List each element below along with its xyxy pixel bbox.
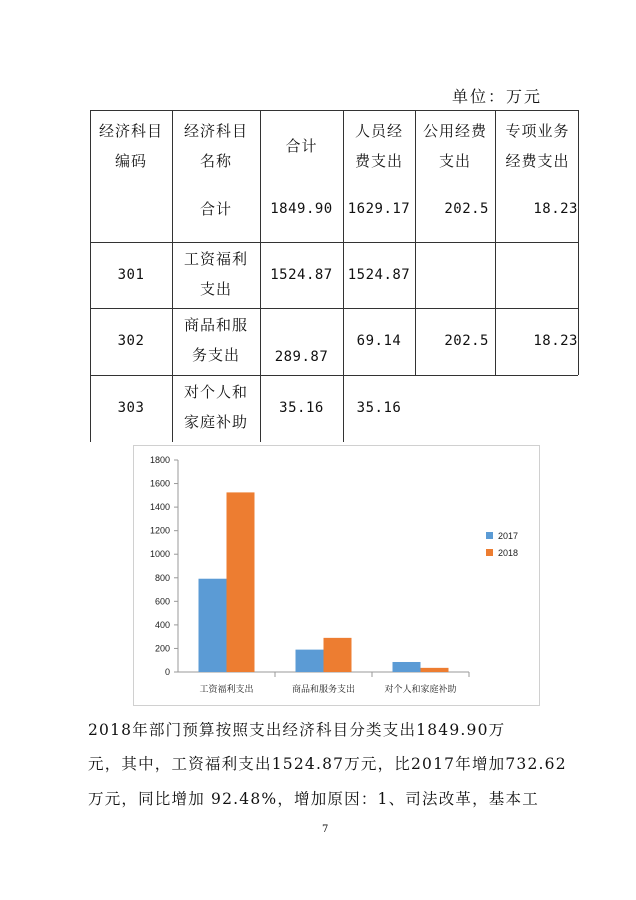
row-302-personnel: 69.14 [356,333,402,349]
legend-swatch-2017 [486,532,493,539]
total-row-special: 18.23 [533,201,578,217]
total-row-label: 合计 [199,200,232,218]
bar-2017-2 [296,650,324,672]
row-302-name: 商品和服 务支出 [183,316,248,364]
header-personnel: 人员经 费支出 [354,122,403,170]
row-301-total: 1524.87 [270,267,333,283]
x-tick-label: 工资福利支出 [199,684,254,694]
bar-2017-1 [199,579,227,672]
y-tick-label: 0 [164,667,170,677]
bar-2018-3 [421,668,449,672]
unit-label: 单位：万元 [452,87,543,106]
y-tick-label: 1600 [149,478,170,489]
budget-table [90,110,578,442]
header-code: 经济科目 编码 [98,122,163,170]
bar-2017-3 [393,662,421,672]
page-number: 7 [322,824,329,835]
bar-chart [133,445,540,706]
y-tick-label: 1000 [149,549,170,560]
row-303-total: 35.16 [279,400,324,416]
y-tick-label: 200 [154,643,170,654]
row-302-total: 289.87 [274,349,329,365]
total-row-total: 1849.90 [270,201,333,217]
header-name: 经济科目 名称 [183,122,248,170]
row-302-special: 18.23 [533,333,578,349]
header-public: 公用经费 支出 [422,122,487,170]
body-text-line-1: 2018年部门预算按照支出经济科目分类支出1849.90万 [88,721,506,739]
x-tick-label: 对个人和家庭补助 [384,684,457,694]
y-tick-label: 800 [154,572,170,583]
bar-2018-2 [324,638,352,672]
x-tick-label: 商品和服务支出 [291,684,356,694]
row-302-public: 202.5 [444,333,489,349]
y-tick-label: 1800 [149,455,170,465]
total-row-personnel: 1629.17 [347,201,411,217]
header-special: 专项业务 经费支出 [505,122,570,170]
y-tick-label: 1400 [149,502,170,513]
row-302-code: 302 [117,333,145,349]
y-tick-label: 1200 [149,525,170,536]
row-303-personnel: 35.16 [356,400,402,416]
total-row-public: 202.5 [444,201,489,217]
row-303-name: 对个人和 家庭补助 [183,383,248,431]
row-301-code: 301 [117,267,145,283]
body-text-line-2: 元，其中，工资福利支出1524.87万元，比2017年增加732.62 [88,755,567,773]
y-tick-label: 600 [154,596,170,607]
legend-label-2018: 2018 [498,548,519,558]
chart-canvas [134,446,539,705]
body-text-line-3: 万元，同比增加 92.48%，增加原因：1、司法改革，基本工 [88,790,539,808]
row-301-personnel: 1524.87 [347,267,411,283]
header-total: 合计 [285,137,318,155]
row-301-name: 工资福利 支出 [183,250,248,298]
legend-label-2017: 2017 [498,531,519,541]
legend-swatch-2018 [486,549,493,556]
y-tick-label: 400 [154,619,170,630]
row-303-code: 303 [117,400,145,416]
bar-2018-1 [227,492,255,672]
